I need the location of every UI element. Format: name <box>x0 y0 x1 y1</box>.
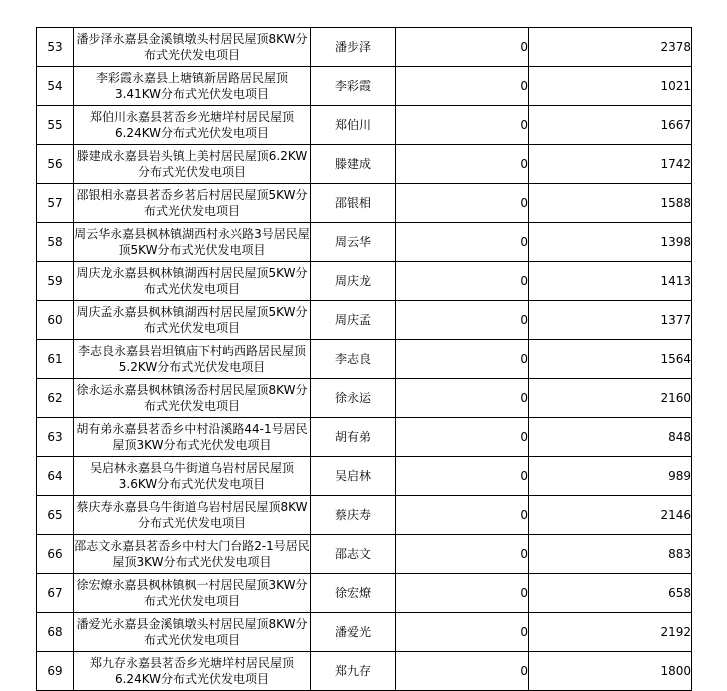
table-row <box>37 652 692 691</box>
row-zero-value: 0 <box>396 184 529 223</box>
row-project-name: 徐永运永嘉县枫林镇汤岙村居民屋顶8KW分布式光伏发电项目 <box>74 379 311 418</box>
row-amount: 2146 <box>529 496 692 535</box>
row-zero-value: 0 <box>396 574 529 613</box>
table-row <box>37 613 692 652</box>
row-index: 53 <box>37 28 74 67</box>
row-index: 64 <box>37 457 74 496</box>
row-project-name: 吴启林永嘉县乌牛街道乌岩村居民屋顶3.6KW分布式光伏发电项目 <box>74 457 311 496</box>
row-owner-name: 吴启林 <box>311 457 396 496</box>
row-project-name: 蔡庆寿永嘉县乌牛街道乌岩村居民屋顶8KW分布式光伏发电项目 <box>74 496 311 535</box>
row-amount: 1800 <box>529 652 692 691</box>
row-index: 57 <box>37 184 74 223</box>
table-row <box>37 340 692 379</box>
row-project-name: 潘步泽永嘉县金溪镇墩头村居民屋顶8KW分布式光伏发电项目 <box>74 28 311 67</box>
table-row <box>37 184 692 223</box>
row-owner-name: 周庆龙 <box>311 262 396 301</box>
row-amount: 2378 <box>529 28 692 67</box>
row-zero-value: 0 <box>396 535 529 574</box>
row-zero-value: 0 <box>396 145 529 184</box>
row-project-name: 李志良永嘉县岩坦镇庙下村屿西路居民屋顶5.2KW分布式光伏发电项目 <box>74 340 311 379</box>
row-amount: 1021 <box>529 67 692 106</box>
row-index: 60 <box>37 301 74 340</box>
row-index: 65 <box>37 496 74 535</box>
row-amount: 658 <box>529 574 692 613</box>
row-amount: 1588 <box>529 184 692 223</box>
row-owner-name: 李彩霞 <box>311 67 396 106</box>
row-zero-value: 0 <box>396 262 529 301</box>
table-row <box>37 262 692 301</box>
row-zero-value: 0 <box>396 496 529 535</box>
table-row <box>37 379 692 418</box>
table-row <box>37 535 692 574</box>
row-project-name: 邵志文永嘉县茗岙乡中村大门台路2-1号居民屋顶3KW分布式光伏发电项目 <box>74 535 311 574</box>
row-index: 69 <box>37 652 74 691</box>
table-row <box>37 496 692 535</box>
row-index: 56 <box>37 145 74 184</box>
row-index: 54 <box>37 67 74 106</box>
row-owner-name: 周庆孟 <box>311 301 396 340</box>
subsidy-table <box>36 27 692 691</box>
row-owner-name: 潘步泽 <box>311 28 396 67</box>
row-owner-name: 郑九存 <box>311 652 396 691</box>
table-row <box>37 418 692 457</box>
row-owner-name: 邵银相 <box>311 184 396 223</box>
row-amount: 1413 <box>529 262 692 301</box>
document-page <box>0 27 727 686</box>
row-amount: 1564 <box>529 340 692 379</box>
row-owner-name: 周云华 <box>311 223 396 262</box>
row-zero-value: 0 <box>396 67 529 106</box>
row-zero-value: 0 <box>396 652 529 691</box>
row-zero-value: 0 <box>396 301 529 340</box>
row-amount: 1742 <box>529 145 692 184</box>
row-project-name: 潘爱光永嘉县金溪镇墩头村居民屋顶8KW分布式光伏发电项目 <box>74 613 311 652</box>
row-owner-name: 李志良 <box>311 340 396 379</box>
row-zero-value: 0 <box>396 379 529 418</box>
row-amount: 1667 <box>529 106 692 145</box>
row-index: 55 <box>37 106 74 145</box>
row-zero-value: 0 <box>396 457 529 496</box>
row-owner-name: 徐永运 <box>311 379 396 418</box>
row-index: 61 <box>37 340 74 379</box>
row-index: 63 <box>37 418 74 457</box>
row-index: 68 <box>37 613 74 652</box>
row-owner-name: 徐宏燎 <box>311 574 396 613</box>
row-amount: 2160 <box>529 379 692 418</box>
row-owner-name: 滕建成 <box>311 145 396 184</box>
row-index: 67 <box>37 574 74 613</box>
row-zero-value: 0 <box>396 106 529 145</box>
row-owner-name: 邵志文 <box>311 535 396 574</box>
table-row <box>37 301 692 340</box>
row-owner-name: 潘爱光 <box>311 613 396 652</box>
table-row <box>37 145 692 184</box>
row-project-name: 李彩霞永嘉县上塘镇新居路居民屋顶3.41KW分布式光伏发电项目 <box>74 67 311 106</box>
row-owner-name: 郑伯川 <box>311 106 396 145</box>
row-project-name: 邵银相永嘉县茗岙乡茗后村居民屋顶5KW分布式光伏发电项目 <box>74 184 311 223</box>
table-row <box>37 28 692 67</box>
row-owner-name: 胡有弟 <box>311 418 396 457</box>
row-project-name: 滕建成永嘉县岩头镇上美村居民屋顶6.2KW分布式光伏发电项目 <box>74 145 311 184</box>
row-index: 62 <box>37 379 74 418</box>
row-zero-value: 0 <box>396 613 529 652</box>
row-project-name: 徐宏燎永嘉县枫林镇枫一村居民屋顶3KW分布式光伏发电项目 <box>74 574 311 613</box>
row-zero-value: 0 <box>396 223 529 262</box>
row-project-name: 周庆孟永嘉县枫林镇湖西村居民屋顶5KW分布式光伏发电项目 <box>74 301 311 340</box>
table-row <box>37 67 692 106</box>
table-body <box>37 28 692 691</box>
table-row <box>37 106 692 145</box>
row-zero-value: 0 <box>396 28 529 67</box>
row-project-name: 郑伯川永嘉县茗岙乡光塘垟村居民屋顶6.24KW分布式光伏发电项目 <box>74 106 311 145</box>
row-index: 59 <box>37 262 74 301</box>
table-row <box>37 223 692 262</box>
row-amount: 2192 <box>529 613 692 652</box>
row-amount: 1398 <box>529 223 692 262</box>
table-row <box>37 457 692 496</box>
table-row <box>37 574 692 613</box>
row-project-name: 胡有弟永嘉县茗岙乡中村沿溪路44-1号居民屋顶3KW分布式光伏发电项目 <box>74 418 311 457</box>
row-owner-name: 蔡庆寿 <box>311 496 396 535</box>
row-amount: 883 <box>529 535 692 574</box>
row-index: 58 <box>37 223 74 262</box>
row-amount: 989 <box>529 457 692 496</box>
row-project-name: 周庆龙永嘉县枫林镇湖西村居民屋顶5KW分布式光伏发电项目 <box>74 262 311 301</box>
row-index: 66 <box>37 535 74 574</box>
row-amount: 1377 <box>529 301 692 340</box>
row-amount: 848 <box>529 418 692 457</box>
row-zero-value: 0 <box>396 340 529 379</box>
row-zero-value: 0 <box>396 418 529 457</box>
row-project-name: 郑九存永嘉县茗岙乡光塘垟村居民屋顶6.24KW分布式光伏发电项目 <box>74 652 311 691</box>
row-project-name: 周云华永嘉县枫林镇湖西村永兴路3号居民屋顶5KW分布式光伏发电项目 <box>74 223 311 262</box>
